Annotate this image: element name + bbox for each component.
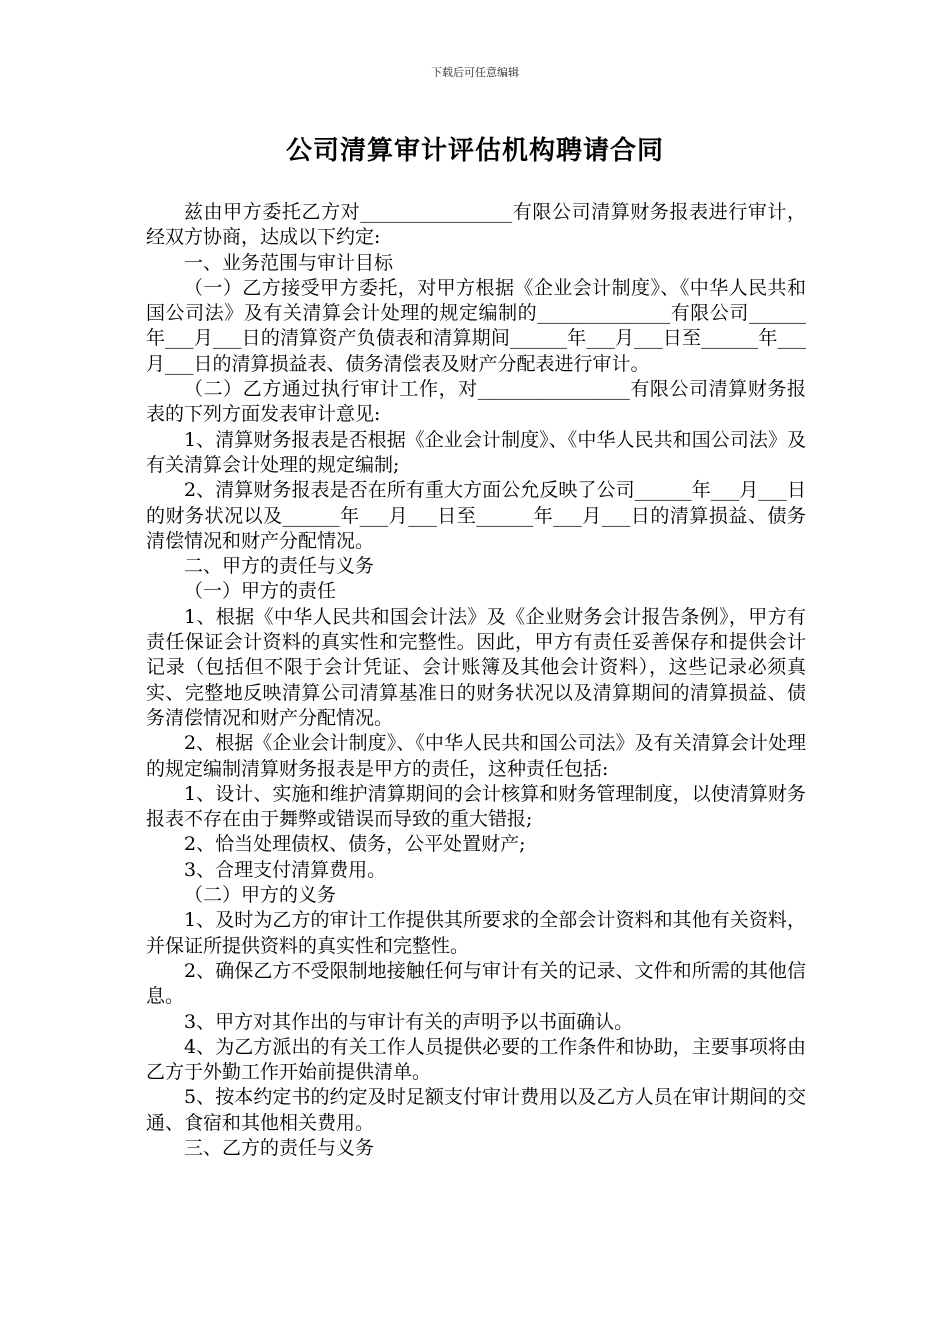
subsection-heading: （一）甲方的责任 — [184, 580, 337, 603]
subsection-heading: （二）甲方的义务 — [184, 884, 337, 907]
document-title: 公司清算审计评估机构聘请合同 — [285, 136, 664, 166]
paragraph: 5、按本约定书的约定及时足额支付审计费用以及乙方人员在审计期间的交通、食宿和其他相关费用。 — [146, 1086, 806, 1134]
paragraph: 3、甲方对其作出的与审计有关的声明予以书面确认。 — [184, 1010, 634, 1033]
paragraph-intro: 兹由甲方委托乙方对________________有限公司清算财务报表进行审计，经双方协商，达成以下约定: — [146, 201, 806, 249]
paragraph: 2、恰当处理债权、债务，公平处置财产; — [184, 833, 526, 856]
paragraph: （一）乙方接受甲方委托，对甲方根据《企业会计制度》、《中华人民共和国公司法》及有关清算会计处理的规定编制的______________有限公司______年___月___日的清算资产负债表和清算期间______年___月___日至______年___月___日的清算损益表、债务清偿表及财产分配表进行审计。 — [146, 276, 806, 375]
paragraph: 3、合理支付清算费用。 — [184, 858, 387, 881]
paragraph: 1、设计、实施和维护清算期间的会计核算和财务管理制度，以使清算财务报表不存在由于舞弊或错误而导致的重大错报; — [146, 782, 806, 831]
section-heading-3: 三、乙方的责任与义务 — [184, 1136, 375, 1159]
paragraph: 4、为乙方派出的有关工作人员提供必要的工作条件和协助，主要事项将由乙方于外勤工作开始前提供清单。 — [146, 1035, 806, 1084]
paragraph: 2、确保乙方不受限制地接触任何与审计有关的记录、文件和所需的其他信息。 — [146, 959, 806, 1008]
paragraph: 1、及时为乙方的审计工作提供其所要求的全部会计资料和其他有关资料，并保证所提供资料的真实性和完整性。 — [146, 909, 806, 957]
contract-body — [146, 200, 806, 1161]
section-heading-1: 一、业务范围与审计目标 — [184, 251, 394, 274]
section-heading-2: 二、甲方的责任与义务 — [184, 555, 375, 578]
paragraph: 1、清算财务报表是否根据《企业会计制度》、《中华人民共和国公司法》及有关清算会计处理的规定编制; — [146, 428, 806, 476]
page-header-note: 下载后可任意编辑 — [431, 66, 519, 79]
paragraph: 2、根据《企业会计制度》、《中华人民共和国公司法》及有关清算会计处理的规定编制清算财务报表是甲方的责任，这种责任包括: — [146, 732, 806, 780]
paragraph: 2、清算财务报表是否在所有重大方面公允反映了公司______年___月___日的财务状况以及______年___月___日至______年___月___日的清算损益、债务清偿情况和财产分配情况。 — [146, 479, 806, 552]
paragraph: 1、根据《中华人民共和国会计法》及《企业财务会计报告条例》，甲方有责任保证会计资料的真实性和完整性。因此，甲方有责任妥善保存和提供会计记录（包括但不限于会计凭证、会计账簿及其他会计资料），这些记录必须真实、完整地反映清算公司清算基准日的财务状况以及清算期间的清算损益、债务清偿情况和财产分配情况。 — [146, 605, 806, 729]
paragraph: （二）乙方通过执行审计工作，对________________有限公司清算财务报表的下列方面发表审计意见: — [146, 378, 806, 426]
